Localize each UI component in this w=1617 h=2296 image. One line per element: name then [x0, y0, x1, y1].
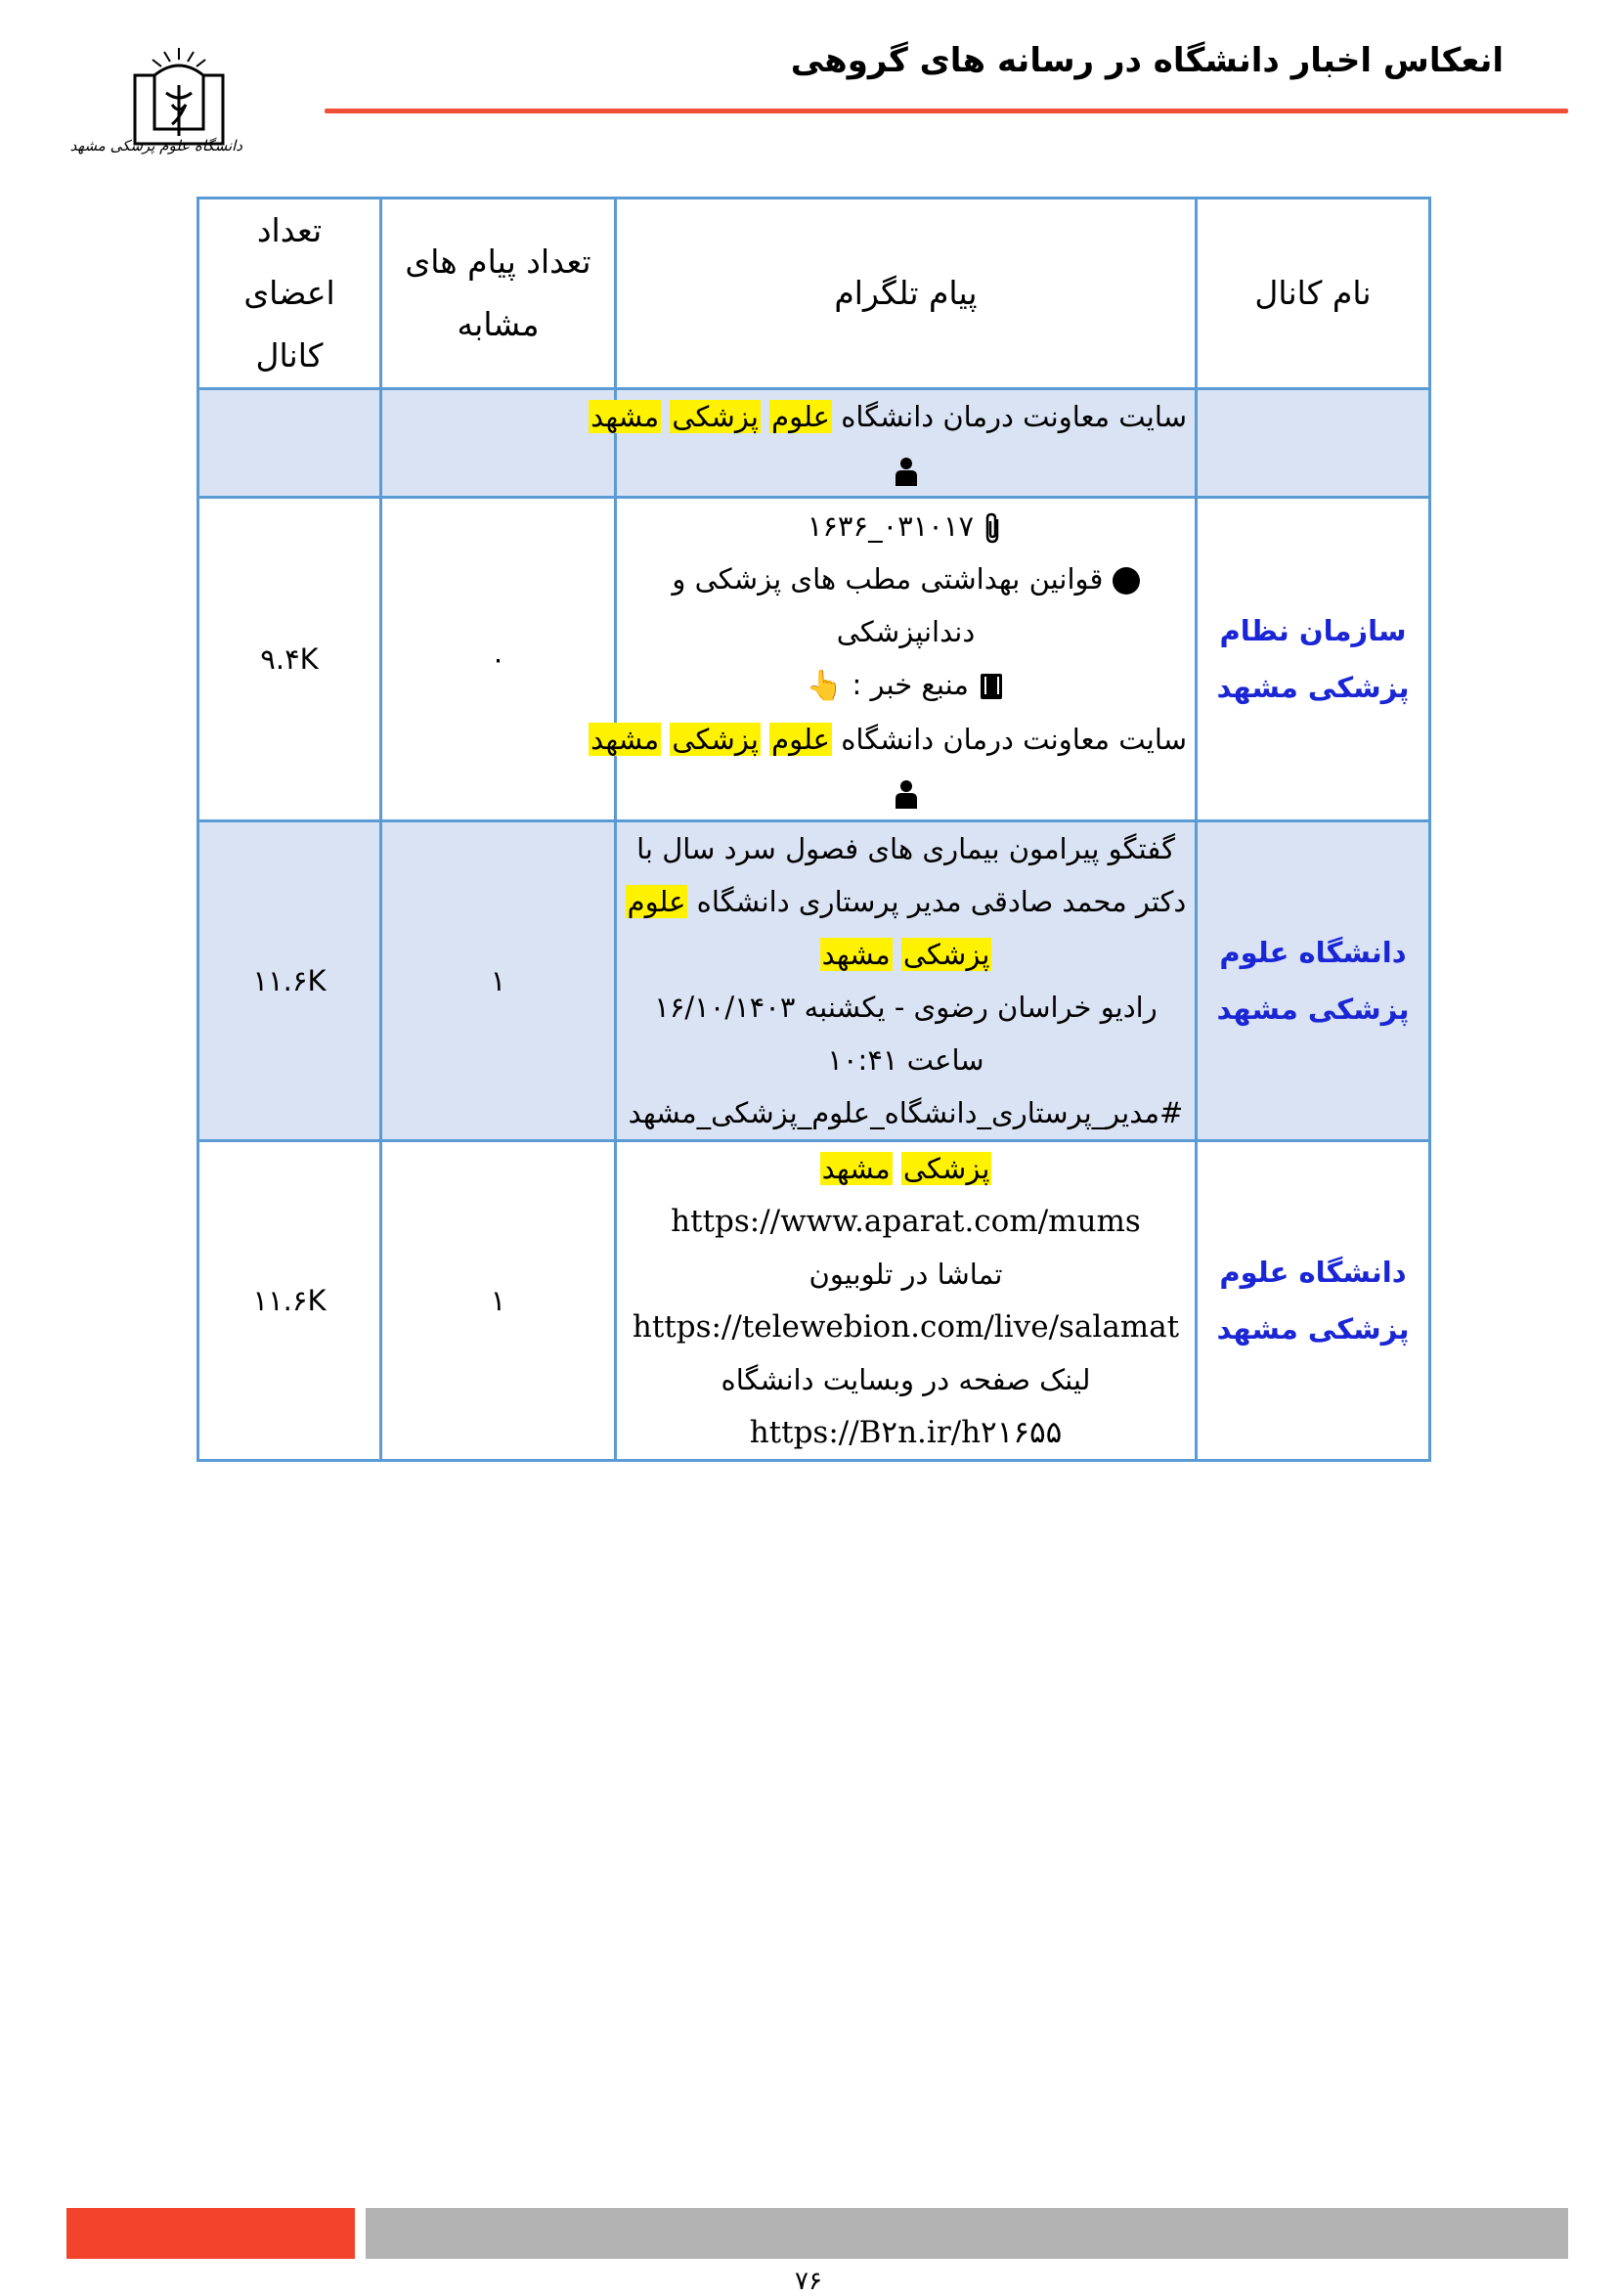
paperclip-icon: [983, 509, 1004, 543]
logo-caption: دانشگاه علوم پزشکی مشهد: [69, 137, 242, 155]
page-number: ۷۶: [795, 2267, 822, 2296]
message-text: https://B۲n.ir/h۲۱۶۵۵: [749, 1415, 1063, 1450]
message-line: [625, 552, 1187, 605]
person-icon: [894, 453, 919, 486]
message-text: [661, 723, 670, 756]
table-row: [198, 821, 1430, 1141]
member-count: ۹.۴K: [198, 498, 381, 821]
message-text: https://telewebion.com/live/salamat: [632, 1309, 1180, 1345]
highlighted-text: علوم: [771, 723, 830, 756]
message-text: گفتگو پیرامون بیماری های فصول سرد سال با: [636, 832, 1175, 865]
telegram-message: [590, 498, 1197, 821]
message-line: [625, 500, 1187, 552]
footer-bar-red: [66, 2208, 355, 2259]
message-line: [625, 605, 1187, 658]
table-row: [198, 1141, 1430, 1461]
similar-count: ۰: [381, 498, 616, 821]
telegram-message: [590, 389, 1197, 498]
message-link[interactable]: [625, 1301, 1187, 1353]
message-line: [625, 658, 1187, 713]
highlighted-text: پزشکی: [672, 400, 759, 433]
channel-name: سازمان نظام پزشکی مشهد: [1197, 498, 1430, 821]
channel-name: دانشگاه علوم پزشکی مشهد: [1197, 821, 1430, 1141]
highlighted-text: مشهد: [590, 723, 660, 756]
highlighted-text: مشهد: [821, 1152, 891, 1185]
page-title: انعکاس اخبار دانشگاه در رسانه های گروهی: [790, 41, 1504, 80]
column-header-channel: نام کانال: [1197, 199, 1430, 389]
pointing-hand-icon: 👆: [806, 669, 844, 703]
member-count: ۱۱.۶K: [198, 1141, 381, 1461]
message-line: [625, 1086, 1187, 1139]
message-text: منبع خبر :: [852, 668, 969, 701]
message-line: [625, 981, 1187, 1034]
message-icon-line: [625, 766, 1187, 818]
message-line: [625, 928, 1187, 981]
message-text: [761, 723, 769, 756]
bullet-icon: [1113, 562, 1140, 596]
highlighted-text: پزشکی: [672, 723, 759, 756]
message-text: سایت معاونت درمان دانشگاه: [831, 723, 1187, 756]
message-line: [590, 713, 1187, 766]
message-icon-line: [625, 443, 1187, 496]
message-text: [893, 938, 901, 971]
message-text: ساعت ۱۰:۴۱: [827, 1043, 984, 1077]
table-header-row: [198, 199, 1430, 389]
message-line: [625, 1248, 1187, 1301]
column-header-members: تعداد اعضای کانال: [198, 199, 381, 389]
message-text: #مدیر_پرستاری_دانشگاه_علوم_پزشکی_مشهد: [628, 1096, 1184, 1129]
similar-count: ۱: [381, 821, 616, 1141]
column-header-similar-count: تعداد پیام های مشابه: [381, 199, 616, 389]
telegram-message: [616, 1141, 1197, 1461]
message-line: [625, 875, 1187, 928]
message-line: [625, 1142, 1187, 1195]
book-icon: [978, 668, 1005, 701]
message-line: [625, 1353, 1187, 1406]
member-count: [198, 389, 381, 498]
message-text: لینک صفحه در وبسایت دانشگاه: [721, 1363, 1091, 1396]
highlighted-text: مشهد: [821, 938, 891, 971]
message-text: قوانین بهداشتی مطب های پزشکی و: [672, 562, 1104, 596]
column-header-message: پیام تلگرام: [616, 199, 1197, 389]
message-text: رادیو خراسان رضوی - یکشنبه ۱۶/۱۰/۱۴۰۳: [654, 991, 1158, 1024]
message-text: تماشا در تلوبیون: [808, 1258, 1003, 1291]
message-text: [661, 400, 670, 433]
message-text: سایت معاونت درمان دانشگاه: [831, 400, 1187, 433]
message-line: [625, 822, 1187, 875]
table-row: [198, 498, 1430, 821]
similar-count: ۱: [381, 1141, 616, 1461]
message-text: دندانپزشکی: [836, 615, 976, 648]
highlighted-text: پزشکی: [902, 938, 990, 971]
message-link[interactable]: [625, 1195, 1187, 1248]
table-row: [198, 389, 1430, 498]
message-text: [893, 1152, 901, 1185]
message-line: [625, 1034, 1187, 1086]
title-rule: [325, 109, 1568, 113]
telegram-message: [616, 821, 1197, 1141]
highlighted-text: مشهد: [590, 400, 660, 433]
message-text: https://www.aparat.com/mums: [671, 1204, 1141, 1239]
highlighted-text: پزشکی: [902, 1152, 990, 1185]
similar-count: [381, 389, 616, 498]
footer-bar-gray: [366, 2208, 1568, 2259]
channel-name: دانشگاه علوم پزشکی مشهد: [1197, 1141, 1430, 1461]
highlighted-text: علوم: [771, 400, 830, 433]
message-text: دکتر محمد صادقی مدیر پرستاری دانشگاه: [687, 885, 1187, 918]
message-text: ۰۳۱۰۱۷_۱۶۳۶: [807, 509, 975, 543]
message-link[interactable]: [625, 1406, 1187, 1459]
message-text: [761, 400, 769, 433]
channel-name: [1197, 389, 1430, 498]
member-count: ۱۱.۶K: [198, 821, 381, 1141]
person-icon: [894, 775, 919, 809]
highlighted-text: علوم: [627, 885, 686, 918]
news-table: [197, 197, 1431, 1462]
message-line: [590, 390, 1187, 443]
